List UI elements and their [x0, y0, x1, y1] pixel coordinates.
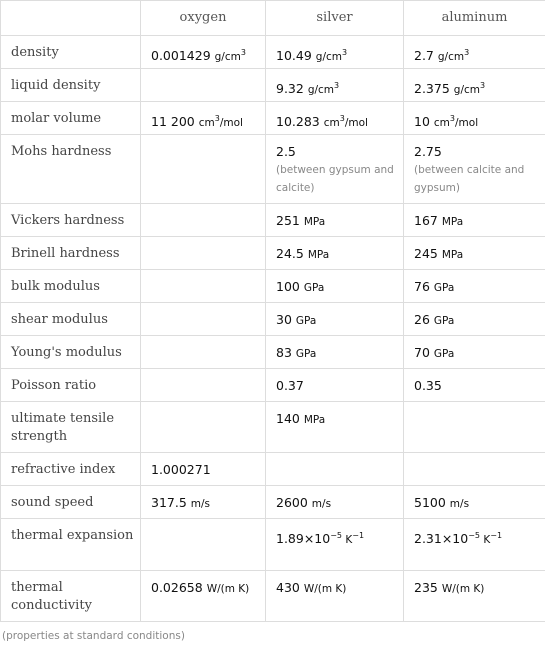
row-label: shear modulus — [1, 303, 141, 336]
row-label: density — [1, 36, 141, 69]
header-silver: silver — [266, 1, 404, 36]
table-row — [1, 486, 545, 519]
value-exponent: −5 — [330, 531, 343, 540]
value-exponent: 3 — [480, 81, 486, 90]
value-number: 167 — [414, 213, 438, 228]
cell-silver — [266, 336, 404, 369]
value-number: 10 — [414, 114, 430, 129]
value-unit: cm — [433, 117, 450, 129]
cell-oxygen — [141, 303, 266, 336]
cell-aluminum — [404, 102, 545, 135]
row-label: thermal conductivity — [1, 571, 141, 622]
row-label: refractive index — [1, 453, 141, 486]
cell-oxygen — [141, 237, 266, 270]
cell-silver — [266, 571, 404, 622]
cell-silver — [266, 102, 404, 135]
value-unit: MPa — [303, 414, 326, 426]
table-row — [1, 571, 545, 622]
row-label: ultimate tensile strength — [1, 402, 141, 453]
cell-silver — [266, 36, 404, 69]
value-exponent: 3 — [464, 48, 470, 57]
row-label: Young's modulus — [1, 336, 141, 369]
value-number: 70 — [414, 345, 430, 360]
table-row — [1, 519, 545, 571]
value-unit-suffix: /mol — [455, 117, 479, 129]
value-number: 0.02658 — [151, 580, 203, 595]
cell-oxygen — [141, 36, 266, 69]
cell-oxygen — [141, 519, 266, 571]
cell-oxygen — [141, 336, 266, 369]
value-number: 0.001429 — [151, 48, 211, 63]
cell-oxygen — [141, 486, 266, 519]
value-number: 2.5 — [276, 144, 296, 159]
value-unit-suffix: K — [480, 534, 491, 546]
value-exponent-suffix: −1 — [352, 531, 365, 540]
cell-oxygen — [141, 102, 266, 135]
cell-oxygen — [141, 270, 266, 303]
cell-silver — [266, 237, 404, 270]
value-unit-suffix: /mol — [344, 117, 368, 129]
value-number: 5100 — [414, 495, 446, 510]
value-exponent: 3 — [334, 81, 340, 90]
value-number: 26 — [414, 312, 430, 327]
value-number: 11 200 — [151, 114, 195, 129]
cell-oxygen — [141, 453, 266, 486]
value-exponent-suffix: −1 — [490, 531, 503, 540]
value-number: 140 — [276, 411, 300, 426]
value-unit: g/cm — [214, 51, 241, 63]
value-number: 2.7 — [414, 48, 434, 63]
value-exponent: 3 — [339, 114, 345, 123]
value-unit: GPa — [295, 315, 317, 327]
cell-oxygen — [141, 369, 266, 402]
cell-aluminum — [404, 336, 545, 369]
cell-aluminum — [404, 237, 545, 270]
value-number: 1.000271 — [151, 462, 211, 477]
value-number: 10.49 — [276, 48, 312, 63]
table-body — [1, 36, 545, 622]
cell-silver — [266, 486, 404, 519]
header-row — [1, 1, 545, 36]
value-number: 10.283 — [276, 114, 320, 129]
value-unit: W/(m K) — [441, 583, 485, 595]
table-row — [1, 237, 545, 270]
row-label: molar volume — [1, 102, 141, 135]
row-label: thermal expansion — [1, 519, 141, 571]
table-row — [1, 270, 545, 303]
cell-oxygen — [141, 402, 266, 453]
cell-aluminum — [404, 519, 545, 571]
value-number: 317.5 — [151, 495, 187, 510]
table-row — [1, 453, 545, 486]
table-row — [1, 402, 545, 453]
value-unit: GPa — [303, 282, 325, 294]
table-row — [1, 336, 545, 369]
cell-aluminum — [404, 135, 545, 204]
value-exponent: 3 — [240, 48, 246, 57]
value-number: 430 — [276, 580, 300, 595]
cell-aluminum — [404, 69, 545, 102]
value-number: 235 — [414, 580, 438, 595]
cell-oxygen — [141, 571, 266, 622]
value-exponent: 3 — [214, 114, 220, 123]
value-number: 2.31×10 — [414, 531, 469, 546]
cell-aluminum — [404, 571, 545, 622]
cell-oxygen — [141, 135, 266, 204]
value-number: 0.37 — [276, 378, 304, 393]
value-unit: MPa — [303, 216, 326, 228]
table-row — [1, 102, 545, 135]
table-row — [1, 369, 545, 402]
table-row — [1, 36, 545, 69]
cell-silver — [266, 369, 404, 402]
value-unit: MPa — [441, 216, 464, 228]
value-number: 83 — [276, 345, 292, 360]
row-label: bulk modulus — [1, 270, 141, 303]
value-unit: MPa — [307, 249, 330, 261]
value-number: 245 — [414, 246, 438, 261]
value-unit: g/cm — [315, 51, 342, 63]
value-unit: cm — [198, 117, 215, 129]
value-unit: cm — [323, 117, 340, 129]
value-unit: m/s — [311, 498, 332, 510]
header-corner — [1, 1, 141, 36]
value-exponent: 3 — [342, 48, 348, 57]
cell-silver — [266, 519, 404, 571]
value-unit: m/s — [449, 498, 470, 510]
value-unit: m/s — [190, 498, 211, 510]
value-number: 9.32 — [276, 81, 304, 96]
row-label: Poisson ratio — [1, 369, 141, 402]
header-oxygen: oxygen — [141, 1, 266, 36]
cell-oxygen — [141, 69, 266, 102]
table-row — [1, 69, 545, 102]
cell-silver — [266, 135, 404, 204]
value-unit: GPa — [433, 315, 455, 327]
value-number: 251 — [276, 213, 300, 228]
cell-aluminum — [404, 270, 545, 303]
value-number: 100 — [276, 279, 300, 294]
value-number: 2600 — [276, 495, 308, 510]
value-unit: g/cm — [307, 84, 335, 96]
table-row — [1, 303, 545, 336]
value-unit: GPa — [433, 348, 455, 360]
value-number: 76 — [414, 279, 430, 294]
table-row — [1, 204, 545, 237]
cell-aluminum — [404, 453, 545, 486]
header-aluminum: aluminum — [404, 1, 545, 36]
value-number: 24.5 — [276, 246, 304, 261]
value-unit: W/(m K) — [303, 583, 347, 595]
cell-aluminum — [404, 36, 545, 69]
cell-silver — [266, 402, 404, 453]
value-unit: GPa — [433, 282, 455, 294]
value-unit: MPa — [441, 249, 464, 261]
cell-silver — [266, 303, 404, 336]
table-row — [1, 135, 545, 204]
value-exponent: −5 — [468, 531, 481, 540]
value-unit: g/cm — [453, 84, 480, 96]
value-unit: GPa — [295, 348, 317, 360]
value-number: 2.375 — [414, 81, 450, 96]
value-unit: W/(m K) — [206, 583, 250, 595]
value-number: 1.89×10 — [276, 531, 331, 546]
row-label: sound speed — [1, 486, 141, 519]
cell-silver — [266, 69, 404, 102]
value-unit: g/cm — [437, 51, 465, 63]
cell-aluminum — [404, 402, 545, 453]
cell-aluminum — [404, 486, 545, 519]
value-number: 0.35 — [414, 378, 442, 393]
value-number: 2.75 — [414, 144, 442, 159]
row-label: Brinell hardness — [1, 237, 141, 270]
value-unit-suffix: K — [342, 534, 353, 546]
value-number: 30 — [276, 312, 292, 327]
cell-aluminum — [404, 369, 545, 402]
cell-oxygen — [141, 204, 266, 237]
row-label: liquid density — [1, 69, 141, 102]
cell-silver — [266, 270, 404, 303]
row-label: Vickers hardness — [1, 204, 141, 237]
value-note: (between gypsum and calcite) — [276, 164, 394, 194]
value-note: (between calcite and gypsum) — [414, 164, 525, 194]
row-label: Mohs hardness — [1, 135, 141, 204]
cell-aluminum — [404, 204, 545, 237]
footnote: (properties at standard conditions) — [2, 630, 185, 642]
cell-silver — [266, 453, 404, 486]
value-unit-suffix: /mol — [219, 117, 243, 129]
value-exponent: 3 — [449, 114, 455, 123]
cell-silver — [266, 204, 404, 237]
cell-aluminum — [404, 303, 545, 336]
